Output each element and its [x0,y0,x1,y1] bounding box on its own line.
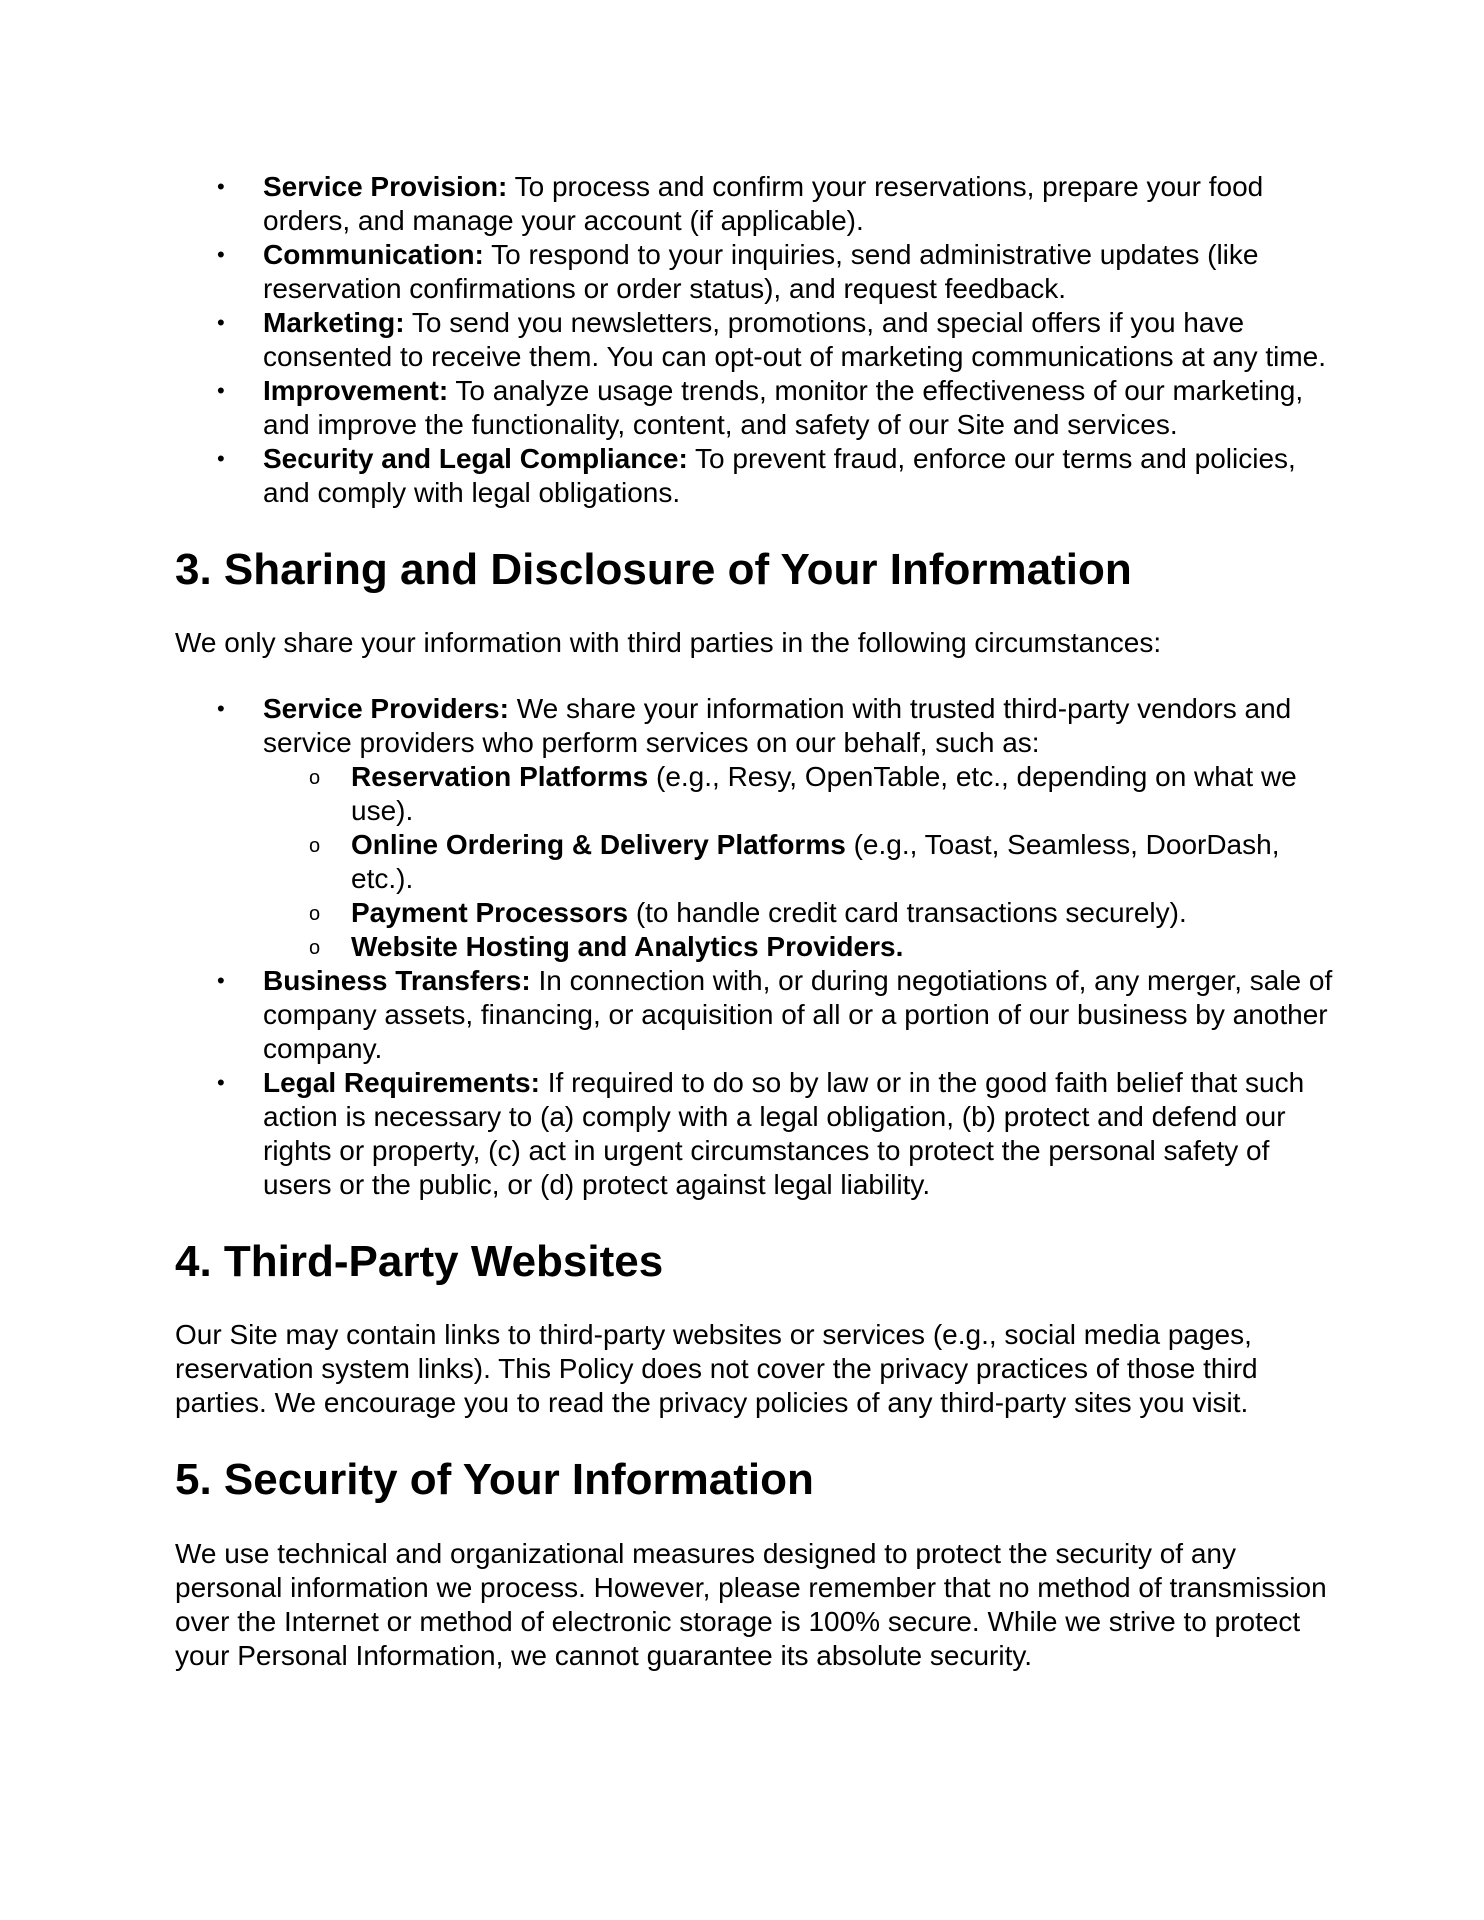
document-page [175,170,1335,1673]
list-item [175,170,1335,238]
list-item-term: Business Transfers: [263,965,531,996]
sub-list-item-term: Payment Processors [351,897,629,928]
list-item-text: To respond to your inquiries, send administrative updates (like reservation confirmations or order status), and request feedback. [263,239,1259,304]
sub-list-item-term: Website Hosting and Analytics Providers. [351,931,904,962]
list-item-term: Marketing: [263,307,405,338]
list-item [175,306,1335,374]
sub-list-item-term: Online Ordering & Delivery Platforms [351,829,846,860]
list-item-text: To prevent fraud, enforce our terms and policies, and comply with legal obligations. [263,443,1296,508]
list-item [175,692,1335,964]
service-providers-sublist [263,760,1335,964]
list-item-term: Security and Legal Compliance: [263,443,688,474]
list-item-text: To send you newsletters, promotions, and special offers if you have consented to receive them. You can opt-out of marketing communications at any time. [263,307,1327,372]
sub-list-item-text: (e.g., Toast, Seamless, DoorDash, etc.). [351,829,1280,894]
sub-list-item [263,896,1335,930]
list-item [175,374,1335,442]
section2-use-list [175,170,1335,510]
section3-heading: 3. Sharing and Disclosure of Your Information [175,545,1132,594]
section5-heading: 5. Security of Your Information [175,1455,814,1504]
sub-list-item-term: Reservation Platforms [351,761,649,792]
section3-sharing-list [175,692,1335,1202]
list-item [175,238,1335,306]
section3-intro: We only share your information with third parties in the following circumstances: [175,627,1162,658]
list-item-text: If required to do so by law or in the good faith belief that such action is necessary to (a) comply with a legal obligation, (b) protect and defend our rights or property, (c) act in urgent circumstances to protect the personal safety of users or the public, or (d) protect against legal liability. [263,1067,1305,1200]
section4-body: Our Site may contain links to third-party websites or services (e.g., social media pages, reservation system links). This Policy does not cover the privacy practices of those third parties. We encourage you to read the privacy policies of any third-party sites you visit. [175,1319,1258,1418]
list-item-text: In connection with, or during negotiations of, any merger, sale of company assets, financing, or acquisition of all or a portion of our business by another company. [263,965,1333,1064]
list-item-term: Communication: [263,239,484,270]
list-item-term: Legal Requirements: [263,1067,540,1098]
list-item-term: Improvement: [263,375,449,406]
list-item-term: Service Providers: [263,693,509,724]
sub-list-item [263,760,1335,828]
sub-list-item [263,828,1335,896]
section5-body: We use technical and organizational measures designed to protect the security of any personal information we process. However, please remember that no method of transmission over the Internet or method of electronic storage is 100% secure. While we strive to protect your Personal Information, we cannot guarantee its absolute security. [175,1538,1327,1671]
list-item-term: Service Provision: [263,171,508,202]
list-item [175,964,1335,1066]
list-item-text: To process and confirm your reservations, prepare your food orders, and manage your account (if applicable). [263,171,1264,236]
list-item [175,1066,1335,1202]
sub-list-item-text: (to handle credit card transactions securely). [628,897,1187,928]
list-item-text: We share your information with trusted third-party vendors and service providers who perform services on our behalf, such as: [263,693,1292,758]
sub-list-item-text: (e.g., Resy, OpenTable, etc., depending on what we use). [351,761,1297,826]
sub-list-item [263,930,1335,964]
list-item [175,442,1335,510]
list-item-text: To analyze usage trends, monitor the effectiveness of our marketing, and improve the functionality, content, and safety of our Site and services. [263,375,1304,440]
section4-heading: 4. Third-Party Websites [175,1237,664,1286]
